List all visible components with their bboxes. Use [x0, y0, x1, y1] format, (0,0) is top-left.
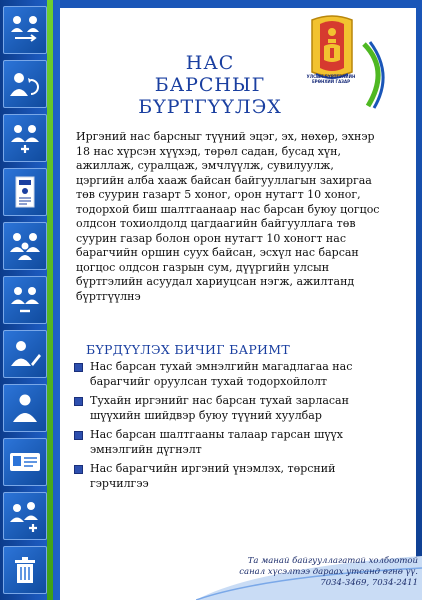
contact-line-2: санал хүсэлтээ дараах утсанд өгнө үү.: [239, 567, 418, 577]
people-transfer-icon: [3, 6, 47, 54]
list-item-text: Нас барагчийн иргэний үнэмлэх, төрсний гэрчилгээ: [90, 462, 336, 490]
square-bullet-icon: [74, 465, 83, 474]
sidebar-accent-line: [47, 0, 53, 600]
top-frame: [60, 0, 422, 8]
emblem-swoosh: [360, 40, 390, 110]
right-frame: [416, 0, 422, 600]
family-group-icon: [3, 222, 47, 270]
trash-icon: [3, 546, 47, 594]
intro-paragraph: Иргэний нас барсныг түүний эцэг, эх, нөхөр, эхнэр 18 нас хүрсэн хүүхэд, төрөл садан, бусад хүн, ажиллаж, суралцаж, эмчлүүлж, сувилуулж, цэргийн алба хааж байсан байгууллагын захиргаа төв суурин газарт 5 хоног, орон нутагт 10 хоног, тодорхой биш шалтгаанаар нас барсан буюу цогцос олдсон тохиолдолд цагдаагийн байгууллага төв суурин газар болон орон нутагт 10 хоногт нас барагчийн оршин суух байсан, эсхүл нас барсан цогцос олдсон газрын сум, дүүргийн улсын бүртгэлийн асуудал хариуцсан нэгж, ажилтанд бүртгүүлнэ: [76, 130, 380, 303]
person-remove-icon: [3, 276, 47, 324]
title-line-2: БҮРТГҮҮЛЭХ: [138, 96, 282, 118]
family-add-icon: [3, 492, 47, 540]
list-item-text: Тухайн иргэнийг нас барсан тухай зарласан шүүхийн шийдвэр буюу түүний хуулбар: [90, 394, 349, 422]
person-refresh-icon: [3, 60, 47, 108]
contact-line-1: Та манай байгууллагатай холбоотой: [247, 556, 418, 566]
square-bullet-icon: [74, 363, 83, 372]
list-item-text: Нас барсан тухай эмнэлгийн магадлагаа нас барагчийг оруулсан тухай тодорхойлолт: [90, 360, 353, 388]
sidebar-strip: [0, 0, 60, 600]
page-title: [130, 52, 290, 118]
square-bullet-icon: [74, 431, 83, 440]
id-card-icon: [3, 438, 47, 486]
person-edit-icon: [3, 330, 47, 378]
person-id-icon: [3, 384, 47, 432]
list-item: [74, 462, 364, 491]
list-item-text: Нас барсан шалтгааны талаар гарсан шүүх эмнэлгийн дүгнэлт: [90, 428, 343, 456]
documents-heading: БҮРДҮҮЛЭХ БИЧИГ БАРИМТ: [86, 342, 290, 357]
emblem-caption: УЛСЫН БҮРТГЭЛИЙН ЕРӨНХИЙ ГАЗАР: [306, 74, 356, 84]
certificate-document-icon: [3, 168, 47, 216]
documents-list: [74, 360, 364, 496]
list-item: [74, 394, 364, 423]
state-registry-emblem-logo: [300, 14, 364, 104]
square-bullet-icon: [74, 397, 83, 406]
contact-phones: 7034-3469, 7034-2411: [320, 578, 418, 588]
people-add-icon: [3, 114, 47, 162]
list-item: [74, 428, 364, 457]
list-item: [74, 360, 364, 389]
contact-info: [218, 556, 418, 589]
title-line-1: НАС БАРСНЫГ: [154, 52, 266, 96]
